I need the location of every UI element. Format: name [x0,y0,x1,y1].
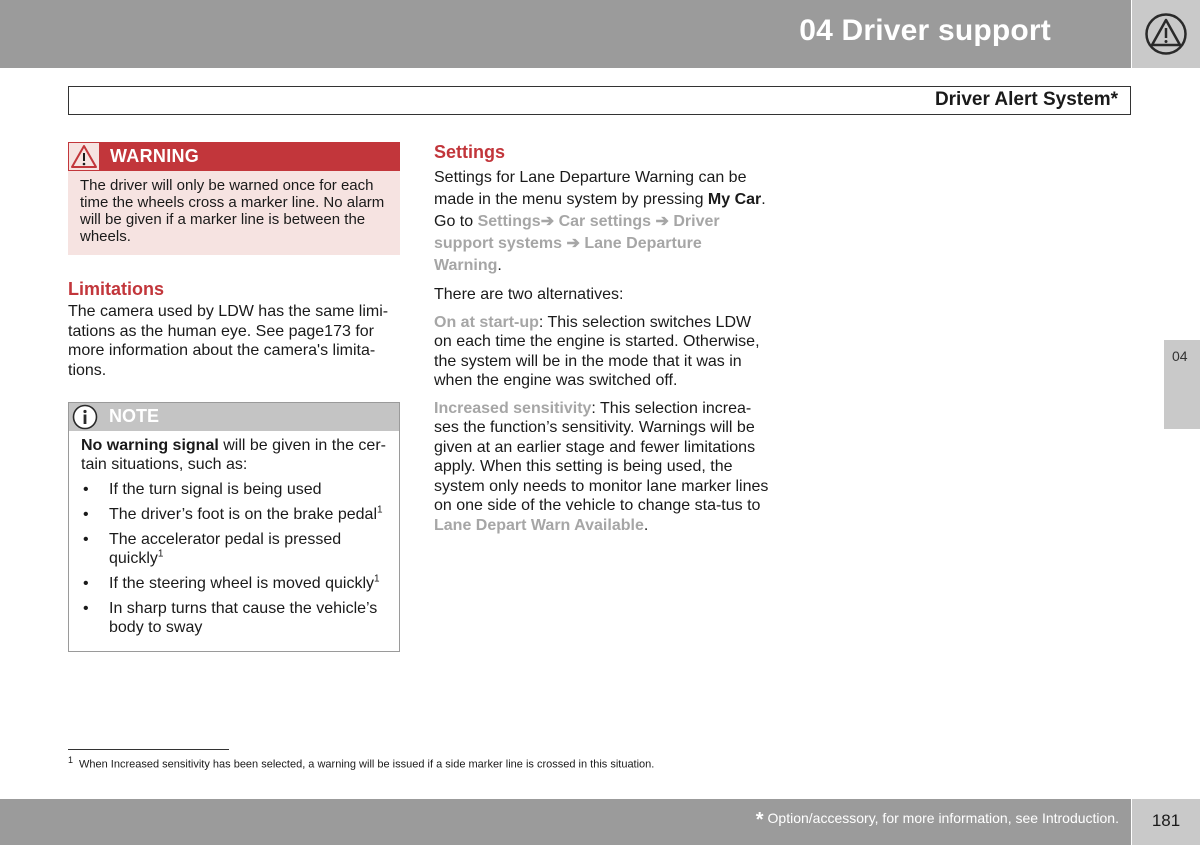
page-number: 181 [1151,811,1181,830]
section-title-box [68,86,1131,115]
menu-path-lane-departure: Lane Departure Warning [434,235,702,274]
list-item [81,505,387,524]
arrow-right-icon: ➔ [655,213,669,230]
warning-triangle-icon [69,143,99,170]
note-intro-rest: will be given in the cer-tain situations, such as: [81,437,386,473]
note-list [81,480,387,637]
limitations-text: The camera used by LDW has the same limi-tations as the human eye. See page173 for more information about the camera's limita-tions. [68,303,389,379]
page-number-box [1132,799,1200,845]
option-sensitivity-label: Increased sensitivity [434,399,592,417]
note-header [69,403,399,431]
info-icon [71,403,99,431]
middle-column [434,142,770,535]
settings-heading: Settings [434,142,506,162]
option-start-up [434,313,770,391]
note-label: NOTE [109,406,160,426]
alternatives-text: There are two alternatives: [434,286,624,303]
settings-intro-text: Settings for Lane Departure Warning can be made in the menu system by pressing [434,169,747,208]
warning-label: WARNING [110,146,200,166]
warning-box [68,142,400,255]
footnote-divider [68,749,229,750]
limitations-heading: Limitations [68,279,165,299]
footnote-ref[interactable]: 1 [374,573,380,585]
list-item [81,480,387,499]
option-start-up-label: On at start-up [434,313,539,331]
option-start-up-text: : This selection switches LDW on each time the engine is started. Otherwise, the system will be in the mode that it was in when the engine was switched off. [434,313,760,389]
list-item-text: In sharp turns that cause the vehicle’s body to sway [109,600,378,636]
footnote-ref[interactable]: 1 [157,548,164,560]
warning-text: The driver will only be warned once for each time the wheels cross a marker line. No alarm will be given if a marker line is between the wheels. [80,177,385,245]
footnote-number: 1 [68,755,74,765]
list-item-text: The driver’s foot is on the brake pedal [109,506,378,523]
list-item [81,599,387,637]
footnote-text: When Increased sensitivity has been selected, a warning will be issued if a side marker line is crossed in this situation. [79,758,655,771]
footnote [68,755,654,771]
section-title: Driver Alert System* [934,89,1118,110]
note-box [68,402,400,652]
menu-path-settings: Settings [477,213,541,230]
left-column [68,142,400,652]
footer-note [756,809,1119,832]
note-intro-bold: No warning signal [81,437,219,454]
settings-intro [434,167,770,277]
settings-goto-text: . Go to [434,191,766,230]
note-intro [81,436,387,474]
status-lane-depart-warn: Lane Depart Warn Available [434,516,644,534]
warning-triangle-icon [1143,13,1189,55]
list-item [81,530,387,568]
menu-path-car-settings: Car settings [558,213,652,230]
my-car-button-ref: My Car [707,191,762,208]
option-sensitivity-text: : This selection increa-ses the function’s sensitivity. Warnings will be given at an earlier stage and fewer limitations apply. When this setting is being used, the system only needs to monitor lane marker lines on one side of the vehicle to change sta-tus to [434,399,769,514]
footnote-ref[interactable]: 1 [377,504,383,516]
settings-intro-end: . [497,257,502,274]
chapter-side-tab[interactable] [1164,340,1200,429]
warning-header [68,142,400,171]
chapter-side-tab-label: 04 [1172,348,1188,364]
chapter-icon-box [1132,0,1200,68]
list-item [81,574,387,593]
list-item-text: The accelerator pedal is pressed quickly [109,531,342,567]
arrow-right-icon: ➔ [540,213,555,230]
footer-note-text: Option/accessory, for more information, see Introduction. [767,810,1119,826]
chapter-title: 04 Driver support [799,14,1051,47]
option-sensitivity-end: . [643,516,649,534]
note-body [69,431,399,651]
chapter-header [0,0,1131,68]
list-item-text: If the turn signal is being used [109,481,322,498]
footer-bar [0,799,1131,845]
menu-path-driver-support: Driver support systems [434,213,720,252]
option-increased-sensitivity [434,399,770,536]
list-item-text: If the steering wheel is moved quickly [109,575,375,592]
asterisk-icon: * [755,809,764,831]
arrow-right-icon: ➔ [566,235,580,252]
